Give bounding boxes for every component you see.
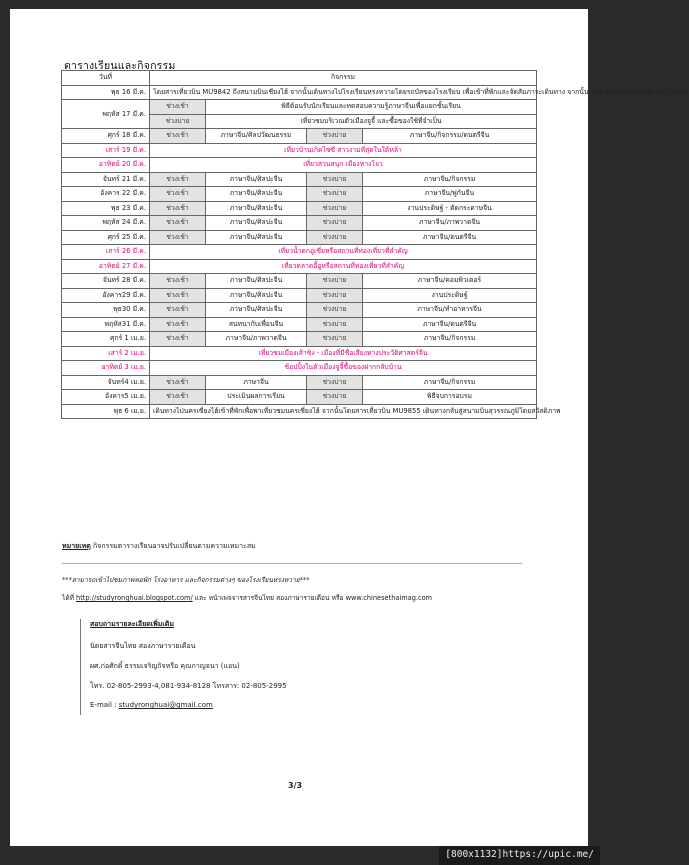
activity-morning: ภาษาจีน/ศิลปะจีน bbox=[206, 288, 307, 303]
activity-morning: ภาษาจีน/ศิลปะจีน bbox=[206, 303, 307, 318]
links-line bbox=[62, 592, 432, 603]
slot-morning: ช่วงเช้า bbox=[150, 187, 206, 202]
slot-afternoon: ช่วงบ่าย bbox=[150, 114, 206, 129]
activity-morning: ภาษาจีน/ศิลปะจีน bbox=[206, 201, 307, 216]
row-day: พฤหัส31 มี.ค. bbox=[62, 317, 150, 332]
weekend-event: ช้อปปิ้งในตัวเมืองจูจี้ซื้อของฝากกลับบ้าน bbox=[150, 361, 537, 376]
slot-afternoon: ช่วงบ่าย bbox=[307, 230, 363, 245]
slot-morning: ช่วงเช้า bbox=[150, 201, 206, 216]
row-day: พุธ 16 มี.ค. bbox=[62, 85, 150, 100]
activity-morning: ภาษาจีน/ภาพวาดจีน bbox=[206, 332, 307, 347]
table-row bbox=[62, 187, 537, 202]
row-day: พฤหัส 24 มี.ค. bbox=[62, 216, 150, 231]
table-row bbox=[62, 274, 537, 289]
activity-afternoon: งานประดิษฐ์ - ตัดกระดาษจีน bbox=[363, 201, 537, 216]
slot-morning: ช่วงเช้า bbox=[150, 288, 206, 303]
table-row bbox=[62, 129, 537, 144]
slot-morning: ช่วงเช้า bbox=[150, 317, 206, 332]
info-line: ***สามารถเข้าไปชมภาพหอพัก โรงอาหาร และกิจกรรมต่างๆ ของโรงเรียนหรงหวาย*** bbox=[62, 576, 310, 584]
links-prefix: ได้ที่ bbox=[62, 594, 77, 602]
row-day: พฤหัส 17 มี.ค. bbox=[62, 100, 150, 129]
magazine-link[interactable]: www.chinesethaimag.com bbox=[345, 594, 433, 602]
links-middle: และ หน้าเพจจารสารจีนไทย สองภาษารายเดือน หรือ bbox=[192, 594, 346, 602]
contact-phone: โทร. 02-805-2993-4,081-934-8128 โทรสาร: 02-805-2995 bbox=[90, 682, 287, 690]
table-header-row bbox=[62, 71, 537, 86]
row-day: จันทร์ 21 มี.ค. bbox=[62, 172, 150, 187]
activity-morning: ภาษาจีน/ศิลปะจีน bbox=[206, 187, 307, 202]
activity-afternoon: ภาษาจีน/คอมพิวเตอร์ bbox=[363, 274, 537, 289]
table-row bbox=[62, 85, 537, 100]
slot-morning: ช่วงเช้า bbox=[150, 390, 206, 405]
activity-afternoon: ภาษาจีน/ภาพวาดจีน bbox=[363, 216, 537, 231]
watermark-footer: [800x1132]https://upic.me/ bbox=[439, 846, 600, 865]
weekend-event: เที่ยวชมเมืองเส้าซิง - เมืองที่มีชื่อเสียงทางประวัติศาสตร์จีน bbox=[150, 346, 537, 361]
row-day: พุธ 23 มี.ค. bbox=[62, 201, 150, 216]
table-row bbox=[62, 404, 537, 419]
email-label: E-mail : bbox=[90, 701, 119, 709]
email-link[interactable]: studyronghuai@gmail.com bbox=[118, 701, 213, 709]
slot-morning: ช่วงเช้า bbox=[150, 230, 206, 245]
contact-org: นิตยสารจีนไทย สองภาษารายเดือน bbox=[90, 642, 196, 650]
slot-morning: ช่วงเช้า bbox=[150, 375, 206, 390]
activity-morning: ภาษาจีน/ศิลปะจีน bbox=[206, 172, 307, 187]
remark-text: กิจกรรมตารางเรียนอาจปรับเปลี่ยนตามความเหมาะสม bbox=[90, 542, 256, 550]
contact-heading: สอบถามรายละเอียดเพิ่มเติม bbox=[90, 620, 174, 628]
weekend-event: เที่ยวสวนสนุก เมืองหางโจว bbox=[150, 158, 537, 173]
slot-morning: ช่วงเช้า bbox=[150, 216, 206, 231]
table-row bbox=[62, 201, 537, 216]
table-row bbox=[62, 143, 537, 158]
contact-person: ผศ.ก่อศักดิ์ ธรรมเจริญกิจหรือ คุณกาญจนา (แอน) bbox=[90, 662, 240, 670]
table-row bbox=[62, 245, 537, 260]
slot-afternoon: ช่วงบ่าย bbox=[307, 332, 363, 347]
slot-afternoon: ช่วงบ่าย bbox=[307, 303, 363, 318]
weekend-event: เที่ยวบ้านเกิดไซซี สาวงามที่สุดในใต้หล้า bbox=[150, 143, 537, 158]
table-row bbox=[62, 259, 537, 274]
slot-afternoon: ช่วงบ่าย bbox=[307, 201, 363, 216]
row-day: ศุกร์ 18 มี.ค. bbox=[62, 129, 150, 144]
row-day: อาทิตย์ 3 เม.ย. bbox=[62, 361, 150, 376]
activity-morning: ภาษาจีน/ศิลปวัฒนธรรม bbox=[206, 129, 307, 144]
row-day: จันทร์4 เม.ย. bbox=[62, 375, 150, 390]
activity-afternoon: ภาษาจีน/กิจกรรม bbox=[363, 375, 537, 390]
activity-afternoon: พิธีจบการอบรม bbox=[363, 390, 537, 405]
activity-afternoon: ภาษาจีน/พู่กันจีน bbox=[363, 187, 537, 202]
activity-morning: พิธีต้อนรับนักเรียนและทดสอบความรู้ภาษาจีนเพื่อแยกชั้นเรียน bbox=[206, 100, 537, 115]
blog-link[interactable]: http://studyronghuai.blogspot.com/ bbox=[76, 594, 193, 602]
slot-morning: ช่วงเช้า bbox=[150, 332, 206, 347]
activity-afternoon: เที่ยวชมบริเวณตัวเมืองจูจี้ และซื้อของใช้ที่จำเป็น bbox=[206, 114, 537, 129]
table-row bbox=[62, 288, 537, 303]
slot-afternoon: ช่วงบ่าย bbox=[307, 317, 363, 332]
page-number: 3/3 bbox=[288, 781, 303, 790]
slot-afternoon: ช่วงบ่าย bbox=[307, 172, 363, 187]
slot-morning: ช่วงเช้า bbox=[150, 274, 206, 289]
row-day: ศุกร์ 1 เม.ย. bbox=[62, 332, 150, 347]
activity-afternoon: ภาษาจีน/กิจกรรม bbox=[363, 172, 537, 187]
activity-afternoon: ภาษาจีน/ดนตรีจีน bbox=[363, 230, 537, 245]
table-row bbox=[62, 172, 537, 187]
slot-afternoon: ช่วงบ่าย bbox=[307, 274, 363, 289]
weekend-event: เที่ยวน้ำตกอู่เซี่ยหรือสถานที่ท่องเที่ยวที่สำคัญ bbox=[150, 245, 537, 260]
slot-afternoon: ช่วงบ่าย bbox=[307, 216, 363, 231]
weekend-event: เที่ยวตลาดอี้อูหรือสถานที่ท่องเที่ยวที่สำคัญ bbox=[150, 259, 537, 274]
table-row bbox=[62, 158, 537, 173]
table-row bbox=[62, 332, 537, 347]
activity-morning: ประเมินผลการเรียน bbox=[206, 390, 307, 405]
activity-morning: สนทนากับเพื่อนจีน bbox=[206, 317, 307, 332]
table-row bbox=[62, 361, 537, 376]
activity-afternoon: ภาษาจีน/กิจกรรม bbox=[363, 332, 537, 347]
table-row bbox=[62, 346, 537, 361]
row-day: อาทิตย์ 27 มี.ค. bbox=[62, 259, 150, 274]
slot-afternoon: ช่วงบ่าย bbox=[307, 375, 363, 390]
row-day: ศุกร์ 25 มี.ค. bbox=[62, 230, 150, 245]
slot-afternoon: ช่วงบ่าย bbox=[307, 187, 363, 202]
row-day: จันทร์ 28 มี.ค. bbox=[62, 274, 150, 289]
activity-afternoon: ภาษาจีน/ดนตรีจีน bbox=[363, 317, 537, 332]
row-day: อังคาร 22 มี.ค. bbox=[62, 187, 150, 202]
contact-email-line bbox=[90, 701, 390, 709]
table-row bbox=[62, 216, 537, 231]
slot-afternoon: ช่วงบ่าย bbox=[307, 288, 363, 303]
slot-afternoon: ช่วงบ่าย bbox=[307, 129, 363, 144]
table-row bbox=[62, 390, 537, 405]
slot-morning: ช่วงเช้า bbox=[150, 303, 206, 318]
schedule-table bbox=[61, 70, 689, 419]
divider bbox=[62, 563, 522, 564]
table-row bbox=[62, 230, 537, 245]
remark-label: หมายเหตุ bbox=[62, 542, 91, 550]
row-description: โดยสารเที่ยวบิน MU9842 ถึงสนามบินเชียงไฮ้ จากนั้นเดินทางไปโรงเรียนหรงหวายโดยรถบัสของโรงเรียน เพื่อเข้าที่พักและจัดสัมภาระเดินทาง จากนั้น เหล่าชื่อพาเดินชมบริเวณโรงเรียน bbox=[150, 85, 537, 100]
activity-morning: ภาษาจีน bbox=[206, 375, 307, 390]
row-day: อังคาร29 มี.ค. bbox=[62, 288, 150, 303]
remark bbox=[62, 541, 256, 552]
row-day: อาทิตย์ 20 มี.ค. bbox=[62, 158, 150, 173]
slot-morning: ช่วงเช้า bbox=[150, 172, 206, 187]
row-day: เสาร์ 2 เม.ย. bbox=[62, 346, 150, 361]
header-day: วันที่ bbox=[62, 71, 150, 86]
slot-afternoon: ช่วงบ่าย bbox=[307, 390, 363, 405]
row-description: เดินทางไปนครเซี่ยงไฮ้เข้าที่พักเพื่อพาเที่ยวชมนครเซี่ยงไฮ้ จากนั้นโดยสารเที่ยวบิน MU9855 เดินทางกลับสู่สนามบินสุวรรณภูมิโดยสวัสดิภาพ bbox=[150, 404, 537, 419]
table-row bbox=[62, 317, 537, 332]
row-day: พุธ30 มี.ค. bbox=[62, 303, 150, 318]
activity-afternoon: ภาษาจีน/ทำอาหารจีน bbox=[363, 303, 537, 318]
row-day: พุธ 6 เม.ย. bbox=[62, 404, 150, 419]
activity-afternoon: ภาษาจีน/กิจกรรม/ดนตรีจีน bbox=[363, 129, 537, 144]
activity-afternoon: งานประดิษฐ์ bbox=[363, 288, 537, 303]
slot-morning: ช่วงเช้า bbox=[150, 129, 206, 144]
table-row bbox=[62, 100, 537, 115]
row-day: อังคาร5 เม.ย. bbox=[62, 390, 150, 405]
activity-morning: ภาษาจีน/ศิลปะจีน bbox=[206, 230, 307, 245]
header-activity: กิจกรรม bbox=[150, 71, 537, 86]
table-row bbox=[62, 303, 537, 318]
contact-box bbox=[80, 619, 390, 715]
row-day: เสาร์ 19 มี.ค. bbox=[62, 143, 150, 158]
activity-morning: ภาษาจีน/ศิลปะจีน bbox=[206, 216, 307, 231]
row-day: เสาร์ 26 มี.ค. bbox=[62, 245, 150, 260]
activity-morning: ภาษาจีน/ศิลปะจีน bbox=[206, 274, 307, 289]
table-row bbox=[62, 375, 537, 390]
slot-morning: ช่วงเช้า bbox=[150, 100, 206, 115]
page-title: ตารางเรียนและกิจกรรม bbox=[64, 60, 176, 72]
